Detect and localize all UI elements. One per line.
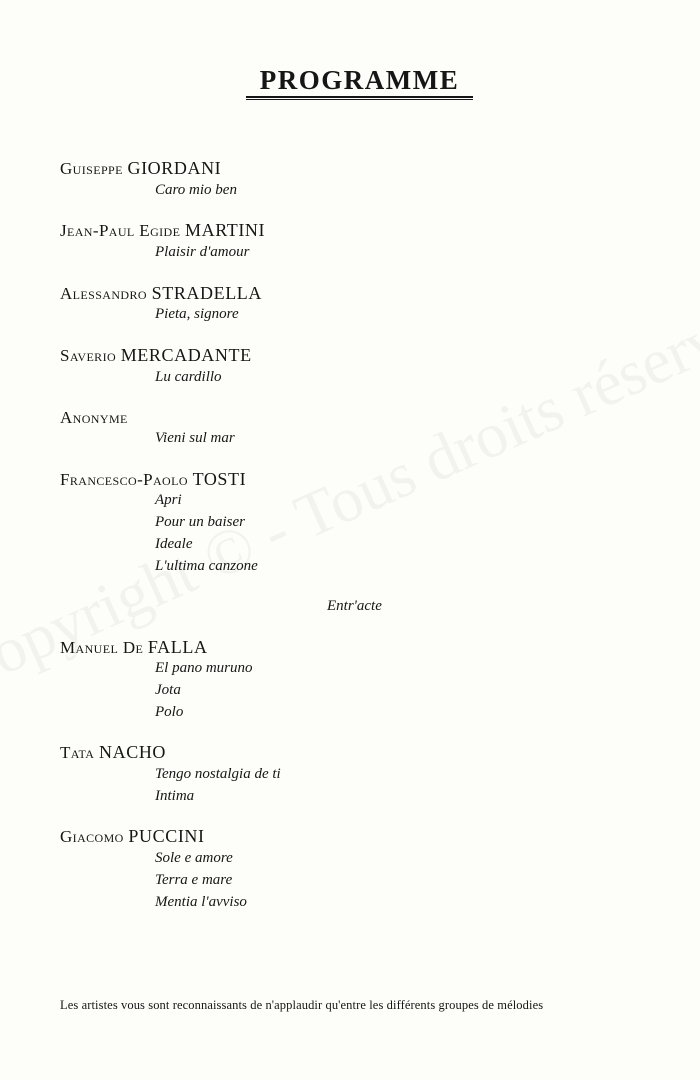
composer-first-name: Alessandro <box>60 284 152 303</box>
work-title: Lu cardillo <box>155 369 222 385</box>
work-title: Mentia l'avviso <box>155 894 247 910</box>
work-title: Ideale <box>155 536 193 552</box>
work-title: El pano muruno <box>155 660 253 676</box>
footer-note: Les artistes vous sont reconnaissants de n'applaudir qu'entre les différents groupes de mélodies <box>60 998 544 1012</box>
work-title: Vieni sul mar <box>155 430 235 446</box>
composer-name <box>60 283 262 304</box>
work-title: Caro mio ben <box>155 182 237 198</box>
work-title: Terra e mare <box>155 872 233 888</box>
work-title: Sole e amore <box>155 850 233 866</box>
work-title: Plaisir d'amour <box>155 244 250 260</box>
composer-first-name: Guiseppe <box>60 159 128 178</box>
work-title: L'ultima canzone <box>155 558 258 574</box>
work-title: Apri <box>155 492 182 508</box>
composer-last-name: MARTINI <box>185 220 266 240</box>
work-title: Pieta, signore <box>155 306 239 322</box>
composer-first-name: Tata <box>60 743 100 762</box>
composer-name <box>60 742 166 763</box>
composer-first-name: Anonyme <box>60 408 128 427</box>
composer-last-name: FALLA <box>147 637 208 657</box>
work-title: Polo <box>155 704 184 720</box>
composer-name <box>60 407 128 428</box>
composer-last-name: GIORDANI <box>127 158 222 178</box>
composer-first-name: Manuel De <box>60 638 148 657</box>
page-title: PROGRAMME <box>246 64 473 98</box>
composer-name <box>60 158 221 179</box>
composer-last-name: NACHO <box>99 742 167 762</box>
work-title: Intima <box>155 788 195 804</box>
work-title: Pour un baiser <box>155 514 245 530</box>
composer-first-name: Giacomo <box>60 827 129 846</box>
composer-name <box>60 469 246 490</box>
composer-first-name: Jean-Paul Egide <box>60 221 185 240</box>
composer-last-name: STRADELLA <box>151 283 263 303</box>
composer-name <box>60 826 205 847</box>
composer-name <box>60 345 252 366</box>
intermission-label: Entr'acte <box>327 598 382 614</box>
title-underline <box>246 99 473 100</box>
composer-name <box>60 220 265 241</box>
composer-first-name: Saverio <box>60 346 121 365</box>
work-title: Tengo nostalgia de ti <box>155 766 281 782</box>
composer-last-name: PUCCINI <box>128 826 205 846</box>
composer-last-name: MERCADANTE <box>120 345 252 365</box>
composer-name <box>60 637 208 658</box>
work-title: Jota <box>155 682 181 698</box>
composer-first-name: Francesco-Paolo <box>60 470 193 489</box>
composer-last-name: TOSTI <box>192 469 247 489</box>
